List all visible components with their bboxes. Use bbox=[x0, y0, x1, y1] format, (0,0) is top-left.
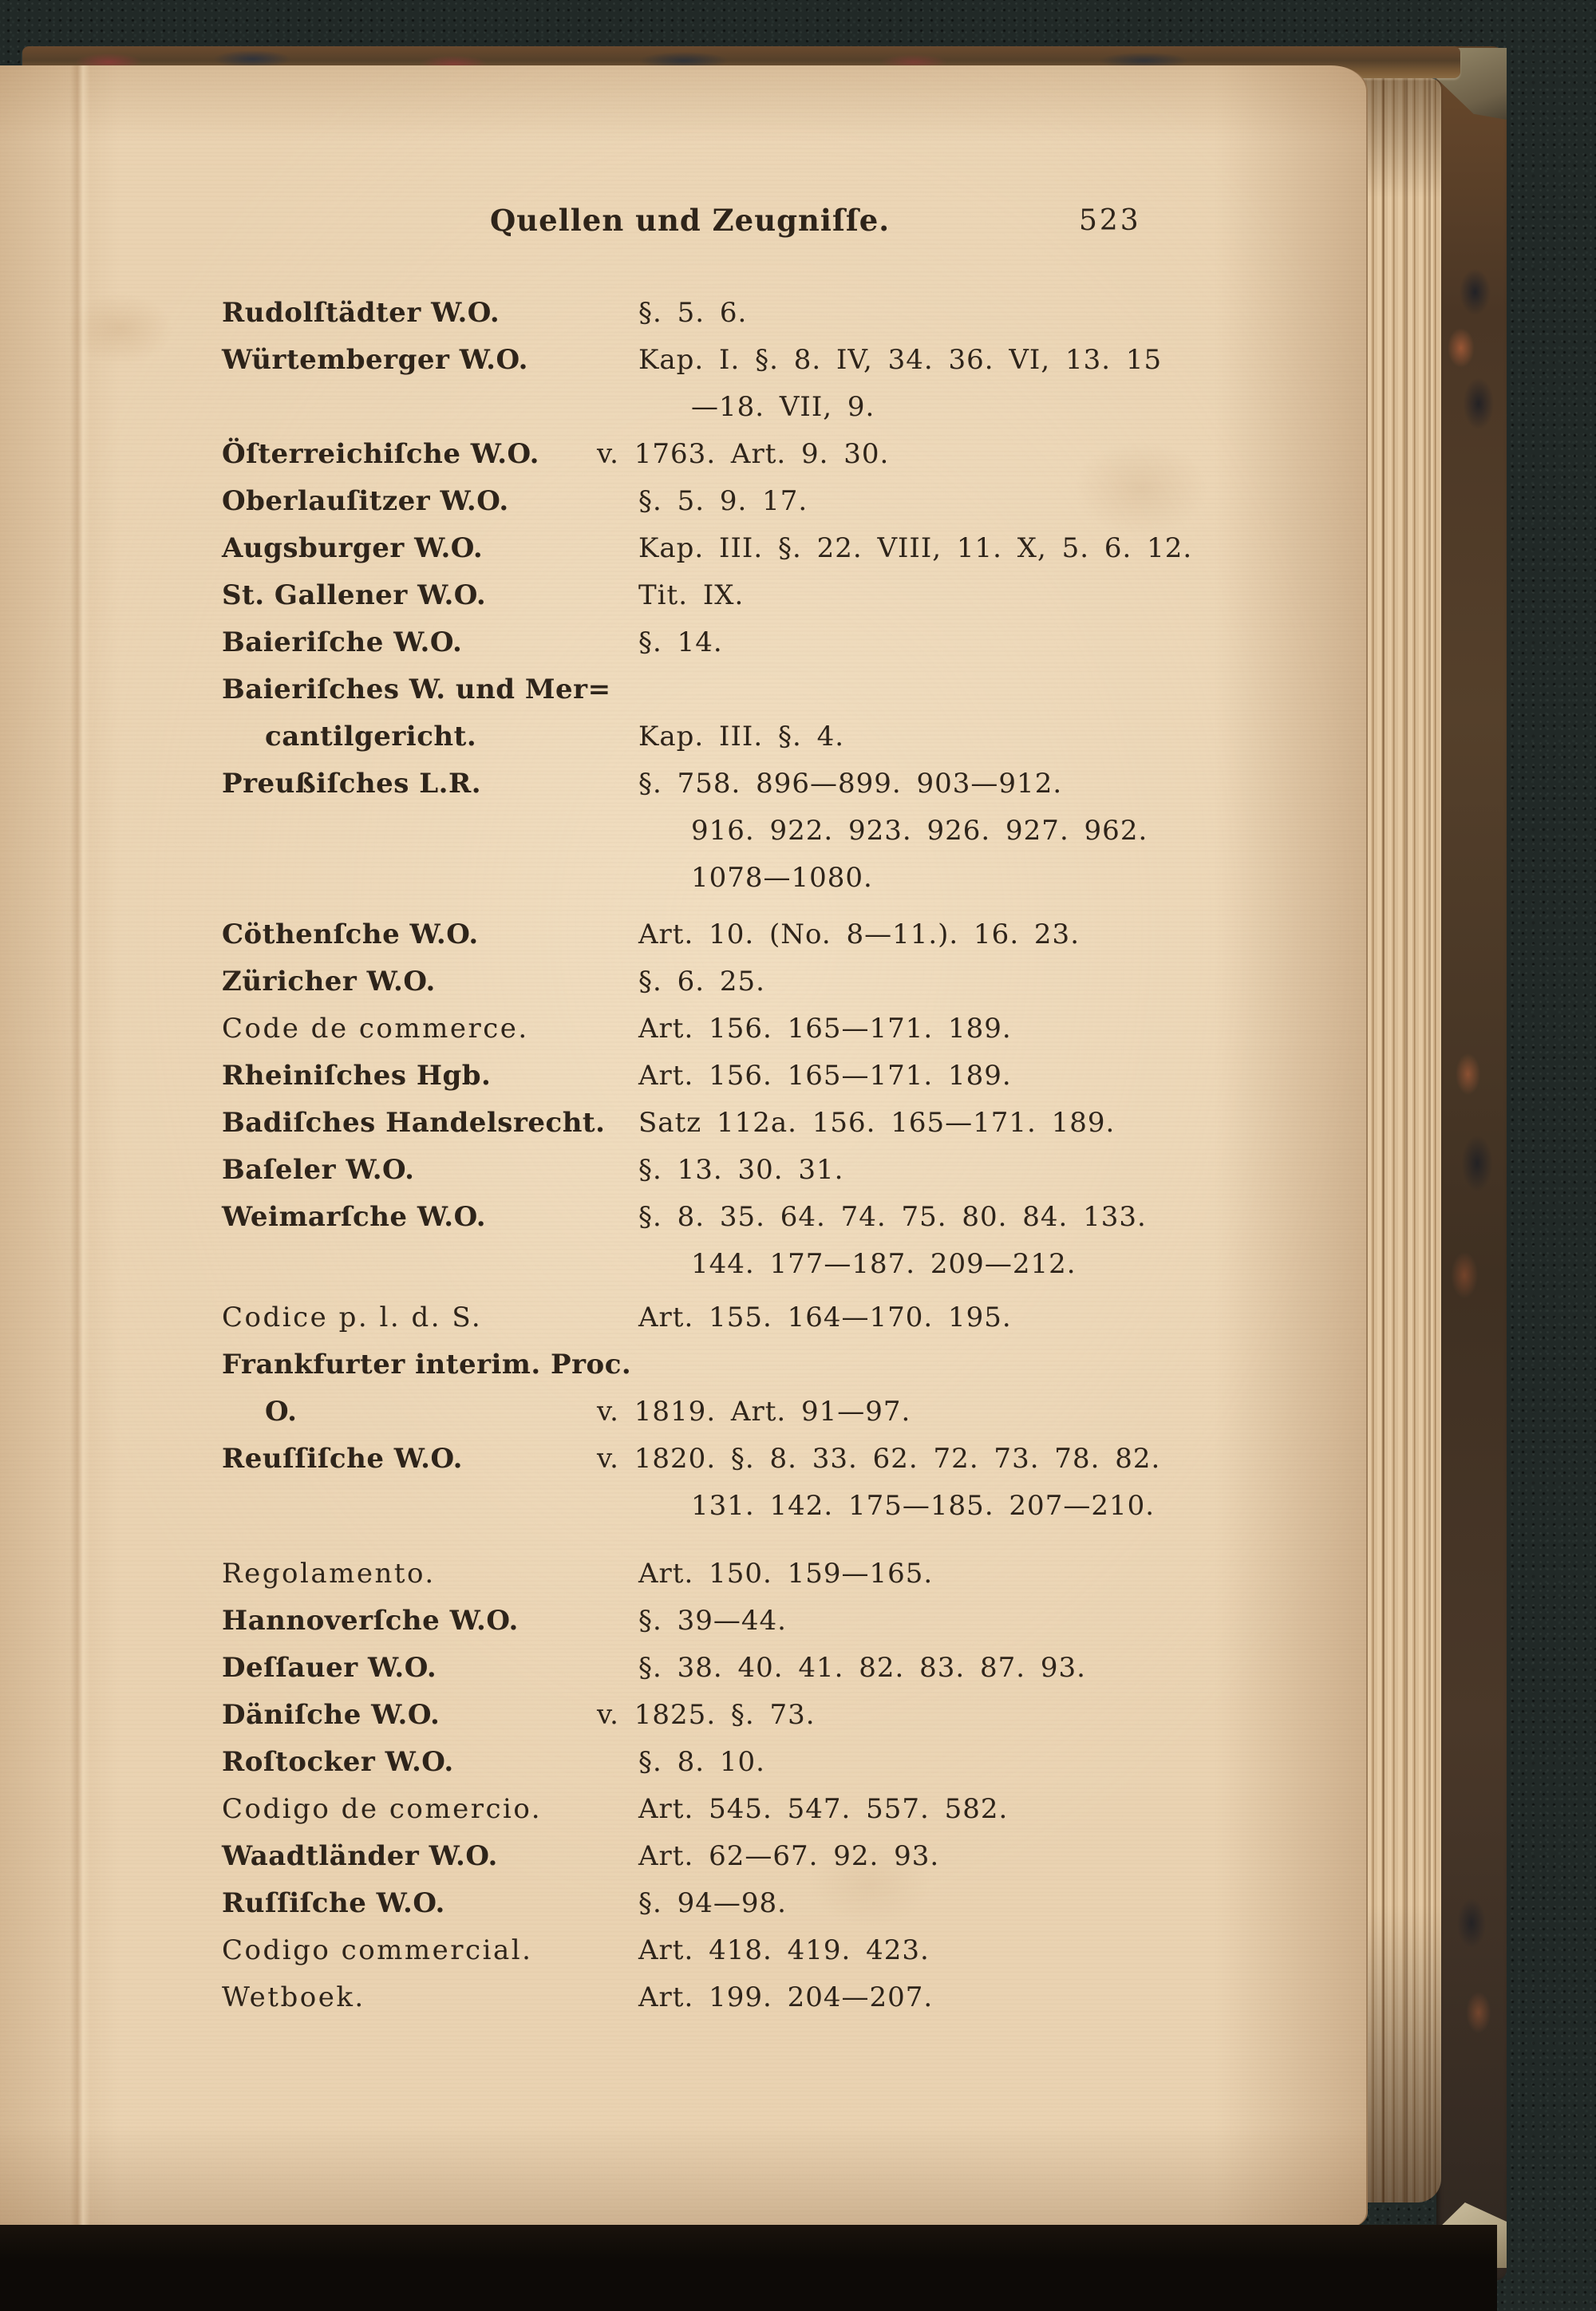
entry-reference: 916. 922. 923. 926. 927. 962. bbox=[691, 815, 1148, 847]
list-item bbox=[0, 626, 1366, 674]
entry-name: Codigo commercial. bbox=[222, 1934, 533, 1966]
list-item bbox=[0, 532, 1366, 579]
entry-name: Oberlauſitzer W.O. bbox=[222, 485, 509, 517]
entry-name: Waadtländer W.O. bbox=[222, 1840, 498, 1872]
entry-name: Codigo de comercio. bbox=[222, 1793, 543, 1825]
entry-reference: Art. 10. (No. 8—11.). 16. 23. bbox=[638, 918, 1080, 950]
list-item bbox=[0, 1013, 1366, 1060]
list-item bbox=[0, 579, 1366, 626]
entry-reference: §. 38. 40. 41. 82. 83. 87. 93. bbox=[638, 1652, 1086, 1684]
entry-reference: Art. 150. 159—165. bbox=[638, 1558, 934, 1590]
list-item bbox=[0, 391, 1366, 438]
entry-reference: §. 6. 25. bbox=[638, 966, 765, 997]
entry-name: Öſterreichiſche W.O. bbox=[222, 438, 539, 470]
entry-name: Codice p. l. d. S. bbox=[222, 1302, 483, 1333]
entry-name: Reuſſiſche W.O. bbox=[222, 1443, 463, 1475]
list-item bbox=[0, 297, 1366, 344]
entry-reference: Art. 156. 165—171. 189. bbox=[638, 1013, 1012, 1045]
list-item bbox=[0, 1060, 1366, 1107]
entry-name: Rudolſtädter W.O. bbox=[222, 297, 500, 329]
list-item bbox=[0, 1349, 1366, 1396]
entry-name: Cöthenſche W.O. bbox=[222, 918, 479, 950]
list-item bbox=[0, 438, 1366, 485]
list-item bbox=[0, 1746, 1366, 1793]
list-item bbox=[0, 768, 1366, 815]
entry-name: Regolamento. bbox=[222, 1558, 436, 1590]
entry-reference: Art. 199. 204—207. bbox=[638, 1981, 934, 2013]
list-item bbox=[0, 1793, 1366, 1840]
entry-name: Rheiniſches Hgb. bbox=[222, 1060, 492, 1092]
list-item bbox=[0, 1248, 1366, 1295]
entry-name: Preußiſches L.R. bbox=[222, 768, 482, 800]
list-item bbox=[0, 1490, 1366, 1537]
list-item bbox=[0, 1699, 1366, 1746]
list-item bbox=[0, 1302, 1366, 1349]
entry-name: Würtemberger W.O. bbox=[222, 344, 528, 376]
list-item bbox=[0, 1558, 1366, 1605]
list-item bbox=[0, 1396, 1366, 1443]
list-item bbox=[0, 1887, 1366, 1934]
entry-reference: Kap. III. §. 4. bbox=[638, 721, 845, 753]
entry-reference: Art. 155. 164—170. 195. bbox=[638, 1302, 1012, 1333]
list-item bbox=[0, 1443, 1366, 1490]
entry-reference: Kap. I. §. 8. IV, 34. 36. VI, 13. 15 bbox=[638, 344, 1163, 376]
list-item bbox=[0, 721, 1366, 768]
entry-name: Deſſauer W.O. bbox=[222, 1652, 437, 1684]
list-item bbox=[0, 485, 1366, 532]
list-item bbox=[0, 1840, 1366, 1887]
list-item bbox=[0, 1934, 1366, 1981]
entry-name: Hannoverſche W.O. bbox=[222, 1605, 519, 1637]
entry-name: Augsburger W.O. bbox=[222, 532, 484, 564]
entry-reference: 144. 177—187. 209—212. bbox=[691, 1248, 1077, 1280]
entry-reference: v. 1820. §. 8. 33. 62. 72. 73. 78. 82. bbox=[597, 1443, 1161, 1475]
page-number: 523 bbox=[1079, 204, 1141, 237]
entry-name: St. Gallener W.O. bbox=[222, 579, 487, 611]
list-item bbox=[0, 815, 1366, 862]
book-page bbox=[0, 65, 1368, 2228]
entry-name: Züricher W.O. bbox=[222, 966, 436, 997]
entry-reference: 1078—1080. bbox=[691, 862, 873, 894]
entry-reference: v. 1819. Art. 91—97. bbox=[597, 1396, 911, 1428]
entry-name: Roſtocker W.O. bbox=[222, 1746, 454, 1778]
list-item bbox=[0, 344, 1366, 391]
entry-reference: §. 758. 896—899. 903—912. bbox=[638, 768, 1063, 800]
entry-reference: Art. 545. 547. 557. 582. bbox=[638, 1793, 1009, 1825]
list-item bbox=[0, 1652, 1366, 1699]
entry-name: cantilgericht. bbox=[265, 721, 477, 753]
entry-reference: §. 14. bbox=[638, 626, 723, 658]
entry-reference: Art. 62—67. 92. 93. bbox=[638, 1840, 940, 1872]
entry-reference: Art. 418. 419. 423. bbox=[638, 1934, 930, 1966]
list-item bbox=[0, 1154, 1366, 1201]
entry-name: Baieriſche W.O. bbox=[222, 626, 463, 658]
list-item bbox=[0, 1107, 1366, 1154]
list-item bbox=[0, 1981, 1366, 2029]
entry-reference: §. 8. 35. 64. 74. 75. 80. 84. 133. bbox=[638, 1201, 1147, 1233]
entry-name: Code de commerce. bbox=[222, 1013, 529, 1045]
entry-name: Frankfurter interim. Proc. bbox=[222, 1349, 632, 1381]
entry-reference: Satz 112a. 156. 165—171. 189. bbox=[638, 1107, 1116, 1139]
entry-reference: §. 39—44. bbox=[638, 1605, 787, 1637]
entry-reference: §. 5. 6. bbox=[638, 297, 748, 329]
entry-name: Wetboek. bbox=[222, 1981, 365, 2013]
entry-name: Baſeler W.O. bbox=[222, 1154, 415, 1186]
entry-name: Badiſches Handelsrecht. bbox=[222, 1107, 606, 1139]
entry-reference: v. 1763. Art. 9. 30. bbox=[597, 438, 890, 470]
entry-reference: §. 13. 30. 31. bbox=[638, 1154, 844, 1186]
list-item bbox=[0, 1201, 1366, 1248]
source-reference-list bbox=[0, 297, 1366, 2029]
running-title: Quellen und Zeugniſſe. bbox=[490, 203, 891, 238]
entry-name: Baieriſches W. und Mer= bbox=[222, 674, 611, 705]
page-header bbox=[0, 203, 1366, 251]
entry-reference: Art. 156. 165—171. 189. bbox=[638, 1060, 1012, 1092]
entry-name: Ruſſiſche W.O. bbox=[222, 1887, 445, 1919]
entry-reference: 131. 142. 175—185. 207—210. bbox=[691, 1490, 1156, 1522]
list-item bbox=[0, 918, 1366, 966]
list-item bbox=[0, 674, 1366, 721]
book-bottom-shadow bbox=[0, 2225, 1497, 2311]
entry-name: O. bbox=[265, 1396, 298, 1428]
entry-reference: §. 94—98. bbox=[638, 1887, 787, 1919]
entry-reference: —18. VII, 9. bbox=[691, 391, 875, 423]
list-item bbox=[0, 1605, 1366, 1652]
entry-name: Däniſche W.O. bbox=[222, 1699, 440, 1731]
entry-reference: v. 1825. §. 73. bbox=[597, 1699, 816, 1731]
list-item bbox=[0, 966, 1366, 1013]
entry-reference: §. 8. 10. bbox=[638, 1746, 765, 1778]
entry-name: Weimarſche W.O. bbox=[222, 1201, 487, 1233]
list-item bbox=[0, 862, 1366, 909]
entry-reference: §. 5. 9. 17. bbox=[638, 485, 808, 517]
marbled-cover-edge bbox=[1436, 46, 1507, 2281]
entry-reference: Kap. III. §. 22. VIII, 11. X, 5. 6. 12. bbox=[638, 532, 1193, 564]
entry-reference: Tit. IX. bbox=[638, 579, 745, 611]
